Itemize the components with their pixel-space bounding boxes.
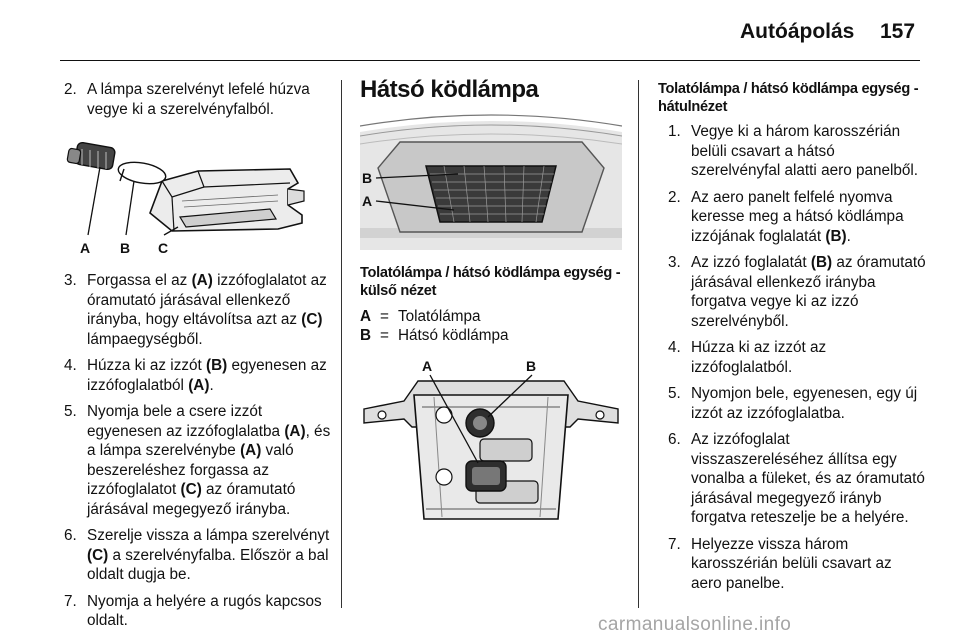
steps-list	[668, 122, 926, 593]
page-number: 157	[880, 20, 916, 43]
step-item	[64, 402, 336, 519]
step-reference: (B)	[825, 227, 847, 245]
step-number: 6.	[64, 527, 77, 544]
step-number: 5.	[668, 385, 681, 402]
step-reference: (C)	[180, 481, 202, 498]
rear-inner-figure	[360, 357, 622, 533]
step-text: Az izzó foglalatát	[691, 254, 811, 271]
column-divider-2	[638, 80, 639, 608]
step-text: az óramutató járásával megegyező irányba.	[87, 481, 296, 518]
figure-label-b: B	[526, 357, 537, 374]
step-text: A lámpa szerelvényt lefelé húzva vegye ki a szerelvényfalból.	[87, 81, 310, 118]
column-3	[658, 80, 926, 600]
step-number: 7.	[668, 535, 681, 553]
figure-label-b: B	[362, 169, 373, 186]
header-rule	[60, 60, 920, 61]
step-item	[668, 535, 926, 594]
step-text: .	[846, 227, 851, 245]
legend-key: B	[360, 326, 372, 344]
step-item	[668, 253, 926, 331]
step-item	[64, 356, 336, 395]
watermark: carmanualsonline.info	[598, 614, 792, 635]
column-divider-1	[341, 80, 342, 608]
step-text: Nyomja bele a csere izzót egyenesen az izzófoglalatba	[87, 403, 285, 440]
step-text: Forgassa el az	[87, 272, 192, 289]
figure-label-a: A	[80, 240, 91, 256]
legend-equals: =	[380, 307, 389, 325]
step-text: Helyezze vissza három karosszérián belüli csavart az aero panelbe.	[691, 535, 892, 592]
figure-label-a: A	[362, 192, 373, 209]
step-text: Húzza ki az izzót	[87, 357, 207, 374]
figure-label-a: A	[422, 357, 433, 374]
step-item	[668, 338, 926, 377]
exterior-view-subheading: Tolatólámpa / hátsó ködlámpa egység - külső nézet	[360, 264, 621, 299]
step-item	[64, 271, 336, 349]
steps-list-bottom	[64, 271, 336, 631]
step-reference: (B)	[810, 254, 833, 271]
step-reference: (C)	[301, 311, 323, 328]
legend-row	[360, 326, 622, 345]
step-number: 4.	[64, 357, 77, 374]
step-text: az óramutató járásával ellenkező irányba forgatva vegye ki az izzó szerelvényből.	[691, 254, 926, 330]
step-item	[64, 526, 336, 585]
step-text: a szerelvényfalba. Először a bal oldalt dugja be.	[87, 546, 329, 583]
figure-legend	[360, 307, 622, 345]
step-number: 7.	[64, 592, 77, 610]
steps-list-top	[64, 80, 336, 119]
legend-key: A	[360, 307, 372, 325]
rear-exterior-figure	[360, 108, 622, 250]
step-item	[668, 188, 926, 247]
legend-value: Tolatólámpa	[398, 307, 481, 325]
step-item	[64, 592, 336, 631]
legend-equals: =	[380, 326, 389, 344]
step-number: 3.	[64, 272, 77, 289]
lamp-assembly-figure	[64, 131, 336, 261]
step-text: , és a lámpa szerelvénybe	[87, 422, 331, 459]
step-item	[668, 122, 926, 181]
step-number: 5.	[64, 403, 77, 420]
figure-label-b: B	[120, 240, 131, 256]
step-reference: (C)	[87, 546, 109, 564]
step-item	[668, 430, 926, 528]
step-text: Nyomjon bele, egyenesen, egy új izzót az izzófoglalatba.	[691, 385, 918, 422]
step-number: 4.	[668, 339, 681, 356]
step-text: .	[209, 376, 214, 394]
step-number: 6.	[668, 431, 681, 448]
step-reference: (A)	[240, 442, 262, 459]
step-text: való beszereléshez forgassa az izzófoglalatot	[87, 442, 294, 498]
legend-row	[360, 307, 622, 326]
step-text: Húzza ki az izzót az izzófoglalatból.	[691, 339, 827, 376]
step-text: izzófoglalatot az óramutató járásával ellenkező irányba, hogy eltávolítsa azt az	[87, 272, 327, 328]
step-number: 1.	[668, 123, 681, 140]
figure-label-c: C	[158, 240, 169, 256]
rear-view-subheading: Tolatólámpa / hátsó ködlámpa egység - hátulnézet	[658, 81, 919, 115]
column-2	[360, 76, 622, 533]
step-text: Az aero panelt felfelé nyomva keresse meg a hátsó ködlámpa izzójának foglalatát	[691, 188, 904, 245]
header-title: Autóápolás	[740, 20, 855, 43]
column-1	[64, 80, 336, 638]
step-reference: (A)	[191, 272, 213, 289]
step-text: Szerelje vissza a lámpa szerelvényt	[87, 527, 330, 544]
step-text: Az izzófoglalat visszaszereléséhez állítsa egy vonalba a füleket, és az óramutató járásával megegyező irányb forgatva reteszelje be a helyére.	[691, 431, 925, 526]
step-number: 2.	[64, 81, 77, 98]
step-reference: (A)	[188, 376, 210, 394]
legend-value: Hátsó ködlámpa	[398, 326, 509, 344]
step-text: Vegye ki a három karosszérián belüli csavart a hátsó szerelvényfal alatti aero panelből.	[691, 123, 919, 179]
step-text: Nyomja a helyére a rugós kapcsos oldalt.	[87, 592, 322, 629]
section-title: Hátsó ködlámpa	[360, 76, 539, 103]
step-reference: (A)	[284, 422, 306, 440]
step-text: egyenesen az izzófoglalatból	[87, 357, 327, 394]
step-text: lámpaegységből.	[87, 330, 203, 348]
step-item	[64, 80, 336, 119]
step-number: 3.	[668, 254, 681, 271]
step-item	[668, 384, 926, 423]
step-reference: (B)	[206, 357, 228, 374]
step-number: 2.	[668, 188, 681, 206]
